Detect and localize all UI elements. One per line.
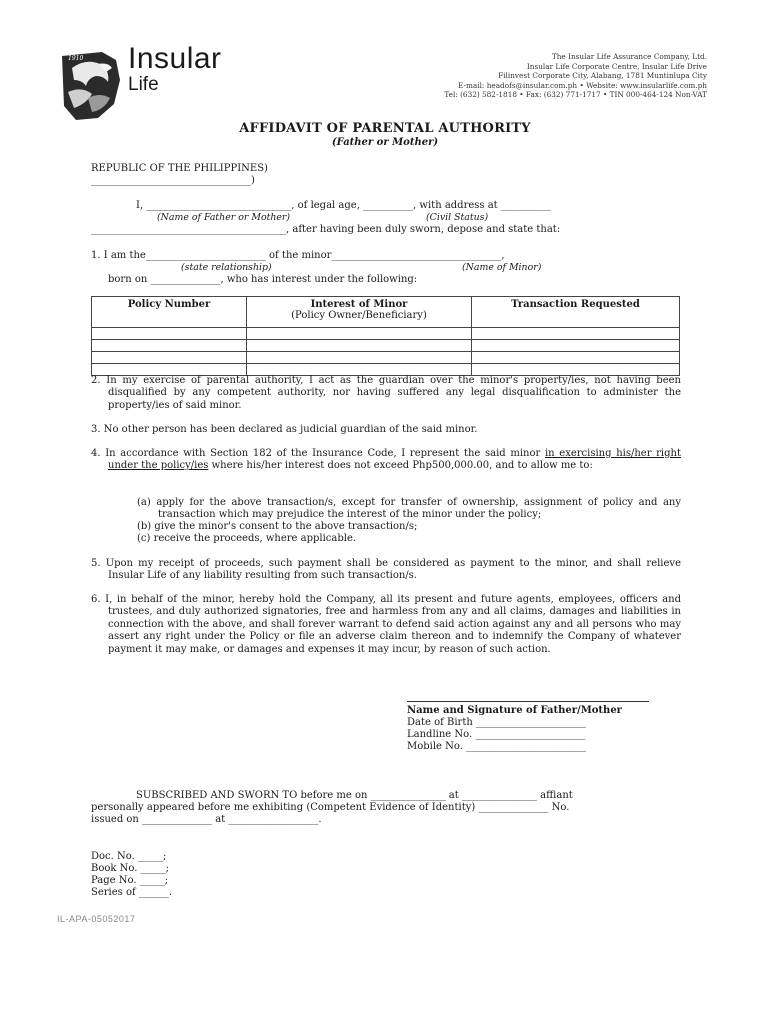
item-4-text-start: 4. In accordance with Section 182 of the Insurance Code, I represent the said minor (91, 448, 545, 459)
intro-line-2: _______________________________________, after having been duly sworn, depose and state that: (91, 224, 561, 235)
item-4-sub-a: (a) apply for the above transaction/s, except for transfer of ownership, assignment of policy and any transaction which may prejudice the interest of the minor under the policy; (137, 497, 681, 521)
form-code: IL-APA-05052017 (57, 914, 136, 924)
document-subtitle: (Father or Mother) (331, 137, 439, 148)
logo-year: 1910 (68, 55, 84, 62)
item-4-underlined-text: in exercising his/her right under the policy/ies (108, 448, 681, 472)
item-2-paragraph: 2. In my exercise of parental authority, I act as the guardian over the minor's property/ies, not having been disqualified by any competent authority, nor having suffered any legal disqualification to administer the property/ies of said minor. (91, 375, 681, 411)
logo-word-life: Life (128, 74, 159, 95)
header-interest-label: Interest of Minor (310, 299, 408, 310)
item-4-paragraph (91, 448, 681, 473)
jurat-line-3: issued on ______________ at __________________. (91, 814, 322, 825)
company-line: Filinvest Corporate City, Alabang, 1781 Muntinlupa City (498, 71, 707, 80)
venue-city-blank: ________________________________) (91, 175, 255, 186)
table-row (92, 364, 680, 376)
item-5-paragraph: 5. Upon my receipt of proceeds, such payment shall be considered as payment to the minor, and shall relieve Insular Life of any liability resulting from such transaction/s. (91, 558, 681, 582)
table-cell[interactable] (247, 340, 472, 352)
notary-page-no: Page No. _____; (91, 875, 169, 886)
policy-table (91, 296, 680, 376)
header-transaction-requested: Transaction Requested (472, 297, 680, 328)
notary-book-no: Book No. _____; (91, 863, 169, 874)
label-state-relationship: (state relationship) (181, 262, 272, 273)
header-interest-sublabel: (Policy Owner/Beneficiary) (291, 310, 427, 321)
table-row (92, 328, 680, 340)
table-cell[interactable] (92, 340, 247, 352)
table-cell[interactable] (92, 364, 247, 376)
table-cell[interactable] (472, 340, 680, 352)
item-1-line: 1. I am the________________________ of the minor__________________________________, (91, 250, 505, 261)
table-cell[interactable] (472, 364, 680, 376)
signature-date-of-birth: Date of Birth ______________________ (407, 717, 586, 728)
company-line: The Insular Life Assurance Company, Ltd. (551, 52, 707, 61)
signature-mobile: Mobile No. ________________________ (407, 741, 587, 752)
item-6-paragraph: 6. I, in behalf of the minor, hereby hold the Company, all its present and future agents, employees, officers and trustees, and duly authorized signatories, free and harmless from any and all claims, damages and liabilities in connection with the above, and shall forever warrant to defend said action against any and all persons who may assert any right under the Policy or file an adverse claim thereon and to indemnify the Company of whatever payment it may make, or damages and expenses it may incur, by reason of such action. (91, 594, 681, 655)
jurat-line-1: SUBSCRIBED AND SWORN TO before me on _______________ at _______________ affiant (136, 790, 573, 801)
signature-line (407, 701, 649, 702)
document-title: AFFIDAVIT OF PARENTAL AUTHORITY (239, 121, 531, 136)
table-cell[interactable] (472, 352, 680, 364)
company-line: E-mail: headofs@insular.com.ph • Website: www.insularlife.com.ph (458, 80, 707, 90)
table-cell[interactable] (92, 352, 247, 364)
company-line: Tel: (632) 582-1818 • Fax: (632) 771-1717 • TIN 000-464-124 Non-VAT (444, 90, 707, 99)
label-name-of-parent: (Name of Father or Mother) (157, 212, 291, 223)
table-cell[interactable] (92, 328, 247, 340)
company-address-block (327, 52, 707, 100)
item-3-paragraph: 3. No other person has been declared as judicial guardian of the said minor. (91, 424, 478, 435)
header-policy-number: Policy Number (92, 297, 247, 328)
table-row (92, 352, 680, 364)
company-line: Insular Life Corporate Centre, Insular Life Drive (526, 61, 707, 71)
notary-series: Series of ______. (91, 887, 173, 898)
venue-republic: REPUBLIC OF THE PHILIPPINES) (91, 163, 268, 174)
label-name-of-minor: (Name of Minor) (462, 262, 542, 273)
item-4-text-end: where his/her interest does not exceed Php500,000.00, and to allow me to: (208, 460, 593, 472)
label-civil-status: (Civil Status) (426, 212, 489, 223)
logo-wordmark (128, 44, 222, 94)
table-cell[interactable] (247, 328, 472, 340)
notary-doc-no: Doc. No. _____; (91, 851, 167, 862)
table-cell[interactable] (247, 352, 472, 364)
table-cell[interactable] (472, 328, 680, 340)
table-row (92, 340, 680, 352)
eagle-logo-icon (58, 46, 124, 122)
table-cell[interactable] (247, 364, 472, 376)
intro-line: I, _____________________________, of legal age, __________, with address at __________ (136, 200, 551, 211)
table-header-row (92, 297, 680, 328)
logo-word-insular: Insular (128, 42, 222, 75)
signature-landline: Landline No. ______________________ (407, 729, 586, 740)
header-interest-of-minor (247, 297, 472, 328)
item-1-born-line: born on ______________, who has interest under the following: (108, 274, 418, 285)
item-4-sub-b: (b) give the minor's consent to the above transaction/s; (137, 521, 418, 532)
signature-label: Name and Signature of Father/Mother (407, 705, 622, 716)
item-4-sub-c: (c) receive the proceeds, where applicable. (137, 533, 357, 544)
jurat-line-2: personally appeared before me exhibiting (Competent Evidence of Identity) ______________ No. (91, 802, 570, 813)
